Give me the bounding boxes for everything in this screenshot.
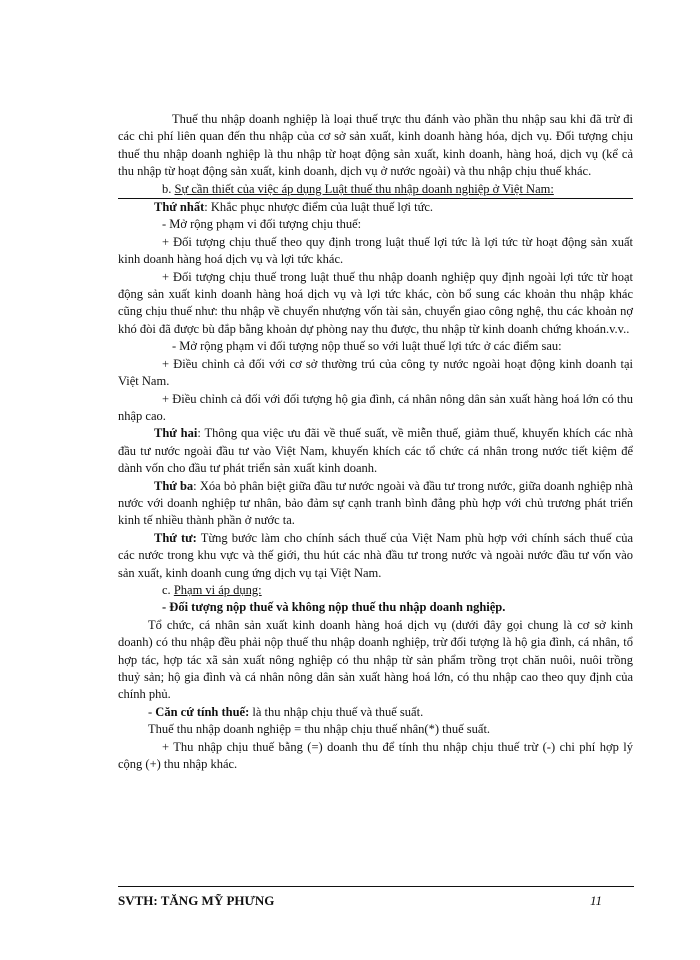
paragraph bbox=[118, 391, 633, 426]
text-run: Thứ ba bbox=[154, 478, 194, 493]
paragraph bbox=[118, 234, 633, 269]
paragraph bbox=[118, 269, 633, 339]
paragraph bbox=[118, 478, 633, 530]
paragraph bbox=[118, 338, 633, 355]
document-body bbox=[118, 111, 633, 773]
paragraph bbox=[118, 582, 633, 599]
text-run: - Mở rộng phạm vi đối tượng nộp thuế so với luật thuế lợi tức ở các điểm sau: bbox=[172, 339, 562, 354]
text-run: + Thu nhập chịu thuế bằng (=) doanh thu để tính thu nhập chịu thuế trừ (-) chi phí hợp lý cộng (+) thu nhập khác. bbox=[118, 739, 633, 772]
footer-author: SVTH: TĂNG MỸ PHƯNG bbox=[118, 893, 275, 908]
footer-divider bbox=[118, 886, 634, 887]
text-run: Tổ chức, cá nhân sản xuất kinh doanh hàng hoá dịch vụ (dưới đây gọi chung là cơ sở kinh doanh) có thu nhập đều phải nộp thuế thu nhập doanh nghiệp, trừ đối tượng là hộ gia đình, cá nhân, tổ hợp tác, hợp tác xã sản xuất nông nghiệp có thu nhập từ sản phẩm trồng trọt chăn nuôi, nuôi trồng thuỷ sản; hộ gia đình và cá nhân nông dân sản xuất hàng hoá lớn, có thu nhập cao theo quy định của chính phủ. bbox=[118, 617, 633, 702]
text-run: là thu nhập chịu thuế và thuế suất. bbox=[249, 704, 424, 719]
text-run: + Điều chỉnh cả đối với cơ sở thường trú của công ty nước ngoài hoạt động kinh doanh tại Việt Nam. bbox=[118, 356, 633, 389]
paragraph bbox=[118, 530, 633, 582]
text-run: Phạm vi áp dụng: bbox=[173, 582, 262, 597]
text-run: + Đối tượng chịu thuế trong luật thuế thu nhập doanh nghiệp quy định ngoài lợi tức từ hoạt động sản xuất kinh doanh hàng hoá dịch vụ và lợi tức khác, còn bổ sung các khoản thu nhập khác cũng chịu thuế như: thu nhập về chuyển nhượng vốn tài sản, chuyển giao công nghệ, thu các khoản nợ khó đòi đã được bù đắp bằng khoản dự phòng nay thu được, thu nhập từ kinh doanh chứng khoán.v.v.. bbox=[118, 269, 633, 336]
text-run: Căn cứ tính thuế: bbox=[155, 704, 250, 719]
text-run: c. bbox=[162, 582, 174, 597]
paragraph bbox=[118, 216, 633, 233]
text-run: Thứ nhất bbox=[154, 200, 205, 215]
page-number: 11 bbox=[590, 893, 603, 908]
paragraph bbox=[118, 599, 633, 616]
text-run: Thứ tư: bbox=[154, 530, 197, 545]
paragraph bbox=[118, 704, 633, 721]
paragraph bbox=[118, 739, 633, 774]
paragraph bbox=[118, 111, 633, 181]
text-run: - Mở rộng phạm vi đối tượng chịu thuế: bbox=[162, 217, 362, 232]
paragraph bbox=[118, 356, 633, 391]
text-run: Sự cần thiết của việc áp dụng Luật thuế thu nhập doanh nghiệp ở Việt Nam: bbox=[174, 181, 554, 196]
text-run: Thứ hai bbox=[154, 426, 198, 441]
text-run: Thuế thu nhập doanh nghiệp = thu nhập chịu thuế nhân(*) thuế suất. bbox=[148, 722, 491, 737]
text-run: Thuế thu nhập doanh nghiệp là loại thuế trực thu đánh vào phần thu nhập sau khi đã trừ đi các chi phí liên quan đến thu nhập của cơ sở sản xuất, kinh doanh hàng hóa, dịch vụ. Đối tượng chịu thuế thu nhập doanh nghiệp là thu nhập từ hoạt động sản xuất, kinh doanh, hàng hoá, dịch vụ (kể cả thu nhập từ hoạt động sản xuất, kinh doanh, dịch vụ ở nước ngoài) và thu nhập chịu thuế khác. bbox=[118, 112, 633, 179]
text-run: : Khắc phục nhược điểm của luật thuế lợi tức. bbox=[204, 200, 434, 215]
paragraph bbox=[118, 721, 633, 738]
paragraph bbox=[118, 425, 633, 477]
text-run: + Điều chỉnh cả đối với đối tượng hộ gia đình, cá nhân nông dân sản xuất hàng hoá lớn có thu nhập cao. bbox=[118, 391, 633, 423]
paragraph bbox=[118, 617, 633, 704]
text-run: + Đối tượng chịu thuế theo quy định trong luật thuế lợi tức là lợi tức từ hoạt động sản xuất kinh doanh hàng hoá dịch vụ và lợi tức khác. bbox=[118, 234, 633, 267]
text-run: Từng bước làm cho chính sách thuế của Việt Nam phù hợp với chính sách thuế của các nước trong khu vực và thế giới, thu hút các nhà đầu tư trong nước và ngoài nước đầu tư vốn vào sản xuất, kinh doanh cung ứng dịch vụ tại Việt Nam. bbox=[118, 530, 633, 580]
paragraph bbox=[118, 199, 633, 216]
text-run: : Thông qua việc ưu đãi về thuế suất, về miễn thuế, giảm thuế, khuyến khích các nhà đầu tư nước ngoài đầu tư vào Việt Nam, khuyến khích các tổ chức cá nhân trong nước tiết kiệm để dành vốn cho đầu tư phát triển sản xuất kinh doanh. bbox=[118, 426, 634, 476]
text-run: b. bbox=[162, 181, 175, 196]
text-run: - Đối tượng nộp thuế và không nộp thuế thu nhập doanh nghiệp. bbox=[162, 600, 506, 615]
text-run: : Xóa bỏ phân biệt giữa đầu tư nước ngoài và đầu tư trong nước, giữa doanh nghiệp nhà nước với doanh nghiệp tư nhân, bảo đảm sự cạnh tranh bình đẳng phù hợp với chủ trương phát triển kinh tế nhiều thành phần ở nước ta. bbox=[118, 478, 633, 528]
paragraph bbox=[118, 181, 633, 199]
text-run: - bbox=[148, 704, 156, 719]
